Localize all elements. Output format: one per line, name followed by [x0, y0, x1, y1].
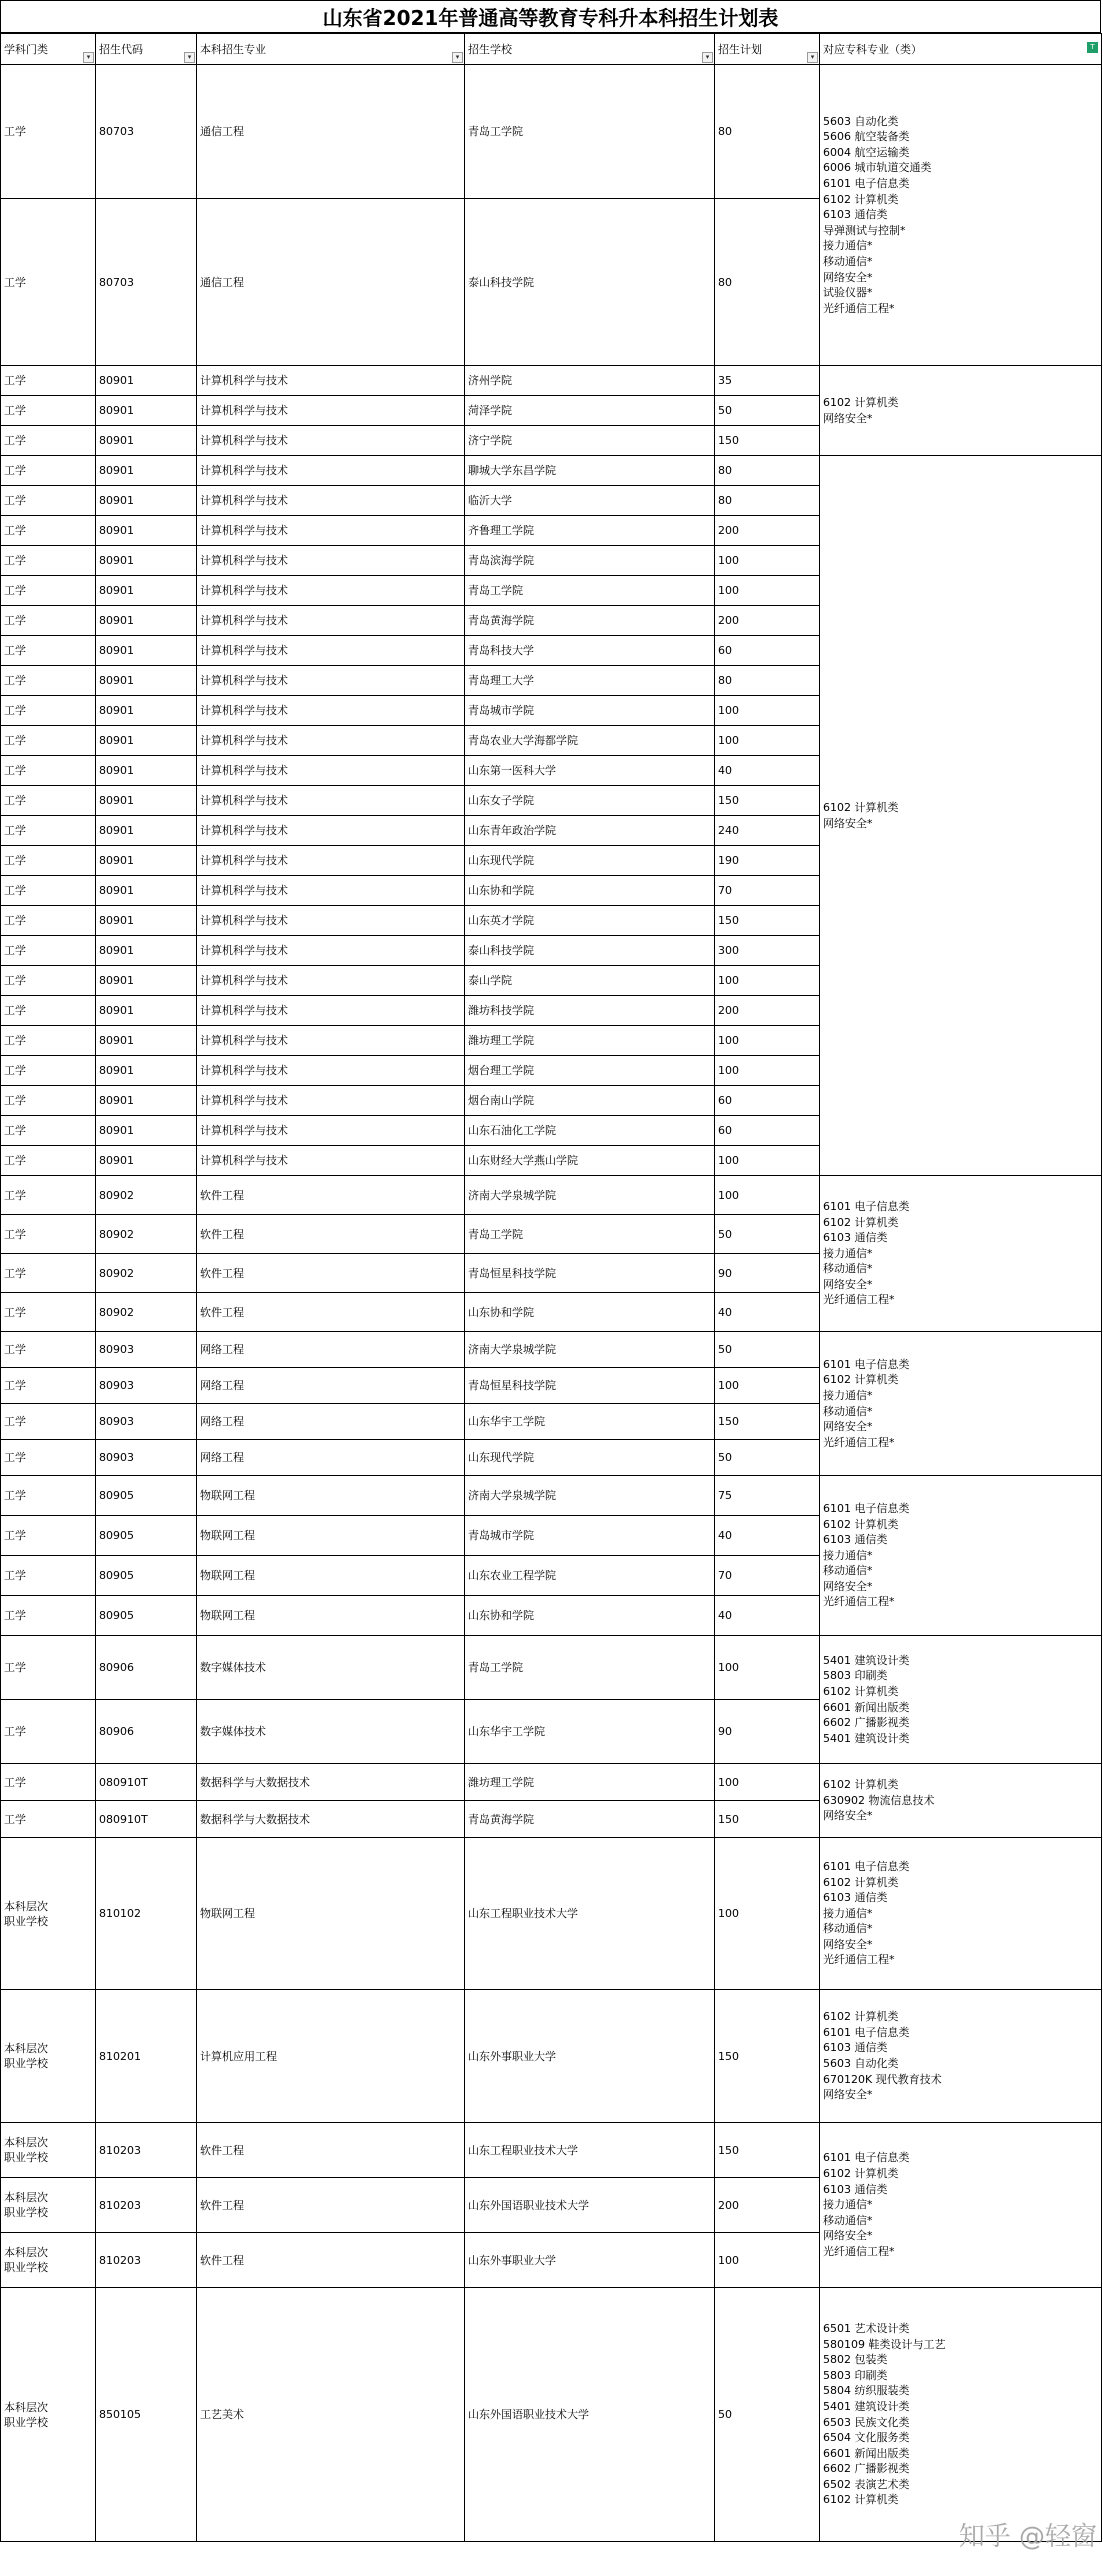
cell-code[interactable]: 80901 — [96, 546, 197, 576]
cell-code[interactable]: 80901 — [96, 366, 197, 396]
cell-major[interactable]: 软件工程 — [197, 2123, 465, 2178]
cell-plan[interactable]: 300 — [715, 936, 820, 966]
table-row — [1, 1476, 1102, 1516]
cell-plan[interactable]: 50 — [715, 1440, 820, 1476]
cell-plan[interactable]: 100 — [715, 1056, 820, 1086]
cell-major[interactable]: 计算机科学与技术 — [197, 606, 465, 636]
cell-code[interactable]: 80903 — [96, 1368, 197, 1404]
cell-school[interactable]: 济州学院 — [465, 366, 715, 396]
cell-code[interactable]: 810203 — [96, 2233, 197, 2288]
cell-school[interactable]: 山东青年政治学院 — [465, 816, 715, 846]
cell-code[interactable]: 80901 — [96, 906, 197, 936]
cell-category[interactable]: 工学 — [1, 456, 96, 486]
cell-plan[interactable]: 150 — [715, 1990, 820, 2123]
cell-plan[interactable]: 80 — [715, 666, 820, 696]
cell-plan[interactable]: 100 — [715, 2233, 820, 2288]
sheet-title: 山东省2021年普通高等教育专科升本科招生计划表 — [0, 0, 1101, 33]
header-category: 学科门类 ▾ — [1, 34, 96, 65]
cell-school[interactable]: 山东外事职业大学 — [465, 2233, 715, 2288]
cell-plan[interactable]: 150 — [715, 2123, 820, 2178]
cell-school[interactable]: 山东现代学院 — [465, 1440, 715, 1476]
cell-category[interactable]: 本科层次 职业学校 — [1, 1990, 96, 2123]
cell-code[interactable]: 80901 — [96, 996, 197, 1026]
cell-plan[interactable]: 60 — [715, 636, 820, 666]
cell-code[interactable]: 80703 — [96, 65, 197, 199]
cell-plan[interactable]: 50 — [715, 2288, 820, 2542]
cell-code[interactable]: 80901 — [96, 516, 197, 546]
cell-plan[interactable]: 80 — [715, 486, 820, 516]
cell-plan[interactable]: 100 — [715, 1026, 820, 1056]
cell-plan[interactable]: 100 — [715, 1838, 820, 1990]
cell-category[interactable]: 工学 — [1, 1440, 96, 1476]
cell-code[interactable]: 80901 — [96, 1056, 197, 1086]
filter-dropdown-icon[interactable]: ▾ — [807, 52, 818, 63]
cell-major[interactable]: 软件工程 — [197, 1215, 465, 1254]
cell-school[interactable]: 山东协和学院 — [465, 876, 715, 906]
cell-code[interactable]: 850105 — [96, 2288, 197, 2542]
cell-major[interactable]: 计算机科学与技术 — [197, 906, 465, 936]
cell-school[interactable]: 济宁学院 — [465, 426, 715, 456]
cell-code[interactable]: 80903 — [96, 1440, 197, 1476]
cell-major[interactable]: 计算机科学与技术 — [197, 366, 465, 396]
cell-school[interactable]: 青岛黄海学院 — [465, 606, 715, 636]
cell-related-majors[interactable]: 6101 电子信息类 6102 计算机类 6103 通信类 接力通信* 移动通信* 网络安全* 光纤通信工程* — [820, 1176, 1102, 1332]
cell-plan[interactable]: 75 — [715, 1476, 820, 1516]
cell-code[interactable]: 80906 — [96, 1700, 197, 1764]
cell-major[interactable]: 物联网工程 — [197, 1516, 465, 1556]
cell-category[interactable]: 工学 — [1, 1116, 96, 1146]
cell-school[interactable]: 山东农业工程学院 — [465, 1556, 715, 1596]
cell-major[interactable]: 网络工程 — [197, 1404, 465, 1440]
cell-school[interactable]: 聊城大学东昌学院 — [465, 456, 715, 486]
cell-code[interactable]: 80901 — [96, 1026, 197, 1056]
cell-plan[interactable]: 100 — [715, 696, 820, 726]
cell-category[interactable]: 工学 — [1, 996, 96, 1026]
cell-school[interactable]: 潍坊理工学院 — [465, 1764, 715, 1801]
cell-school[interactable]: 青岛黄海学院 — [465, 1801, 715, 1838]
cell-major[interactable]: 数据科学与大数据技术 — [197, 1764, 465, 1801]
cell-related-majors[interactable]: 6101 电子信息类 6102 计算机类 6103 通信类 接力通信* 移动通信* 网络安全* 光纤通信工程* — [820, 2123, 1102, 2288]
cell-plan[interactable]: 40 — [715, 1516, 820, 1556]
cell-category[interactable]: 本科层次 职业学校 — [1, 2123, 96, 2178]
cell-plan[interactable]: 80 — [715, 456, 820, 486]
cell-category[interactable]: 工学 — [1, 366, 96, 396]
cell-major[interactable]: 网络工程 — [197, 1368, 465, 1404]
cell-code[interactable]: 80901 — [96, 426, 197, 456]
cell-related-majors[interactable]: 6101 电子信息类 6102 计算机类 6103 通信类 接力通信* 移动通信* 网络安全* 光纤通信工程* — [820, 1838, 1102, 1990]
cell-plan[interactable]: 150 — [715, 1404, 820, 1440]
cell-code[interactable]: 80901 — [96, 1146, 197, 1176]
cell-major[interactable]: 计算机科学与技术 — [197, 456, 465, 486]
header-code: 招生代码 ▾ — [96, 34, 197, 65]
cell-plan[interactable]: 150 — [715, 786, 820, 816]
cell-school[interactable]: 泰山科技学院 — [465, 199, 715, 366]
cell-major[interactable]: 计算机科学与技术 — [197, 576, 465, 606]
cell-major[interactable]: 通信工程 — [197, 65, 465, 199]
cell-major[interactable]: 计算机科学与技术 — [197, 816, 465, 846]
cell-category[interactable]: 本科层次 职业学校 — [1, 1838, 96, 1990]
cell-school[interactable]: 济南大学泉城学院 — [465, 1176, 715, 1215]
cell-category[interactable]: 工学 — [1, 666, 96, 696]
cell-category[interactable]: 工学 — [1, 396, 96, 426]
cell-code[interactable]: 810102 — [96, 1838, 197, 1990]
cell-code[interactable]: 80901 — [96, 1116, 197, 1146]
cell-school[interactable]: 青岛城市学院 — [465, 1516, 715, 1556]
cell-plan[interactable]: 150 — [715, 1801, 820, 1838]
header-plan: 招生计划 ▾ — [715, 34, 820, 65]
cell-major[interactable]: 计算机科学与技术 — [197, 996, 465, 1026]
cell-major[interactable]: 计算机科学与技术 — [197, 666, 465, 696]
cell-school[interactable]: 济南大学泉城学院 — [465, 1476, 715, 1516]
cell-category[interactable]: 工学 — [1, 1086, 96, 1116]
cell-code[interactable]: 80901 — [96, 666, 197, 696]
cell-code[interactable]: 80901 — [96, 486, 197, 516]
cell-major[interactable]: 工艺美术 — [197, 2288, 465, 2542]
table-row — [1, 1636, 1102, 1700]
cell-code[interactable]: 80901 — [96, 966, 197, 996]
cell-code[interactable]: 80901 — [96, 726, 197, 756]
cell-major[interactable]: 计算机科学与技术 — [197, 936, 465, 966]
cell-plan[interactable]: 100 — [715, 1764, 820, 1801]
cell-school[interactable]: 青岛理工大学 — [465, 666, 715, 696]
cell-code[interactable]: 80901 — [96, 456, 197, 486]
cell-plan[interactable]: 150 — [715, 906, 820, 936]
cell-related-majors[interactable]: 6102 计算机类 630902 物流信息技术 网络安全* — [820, 1764, 1102, 1838]
cell-code[interactable]: 080910T — [96, 1801, 197, 1838]
cell-code[interactable]: 80901 — [96, 576, 197, 606]
cell-major[interactable]: 数据科学与大数据技术 — [197, 1801, 465, 1838]
cell-category[interactable]: 工学 — [1, 546, 96, 576]
cell-category[interactable]: 工学 — [1, 1404, 96, 1440]
cell-plan[interactable]: 100 — [715, 546, 820, 576]
cell-major[interactable]: 物联网工程 — [197, 1476, 465, 1516]
header-row — [1, 34, 1102, 65]
cell-category[interactable]: 工学 — [1, 1215, 96, 1254]
cell-major[interactable]: 网络工程 — [197, 1440, 465, 1476]
cell-plan[interactable]: 80 — [715, 65, 820, 199]
cell-major[interactable]: 计算机科学与技术 — [197, 756, 465, 786]
table-row — [1, 65, 1102, 199]
cell-category[interactable]: 工学 — [1, 1026, 96, 1056]
cell-category[interactable]: 工学 — [1, 1556, 96, 1596]
table-row — [1, 1332, 1102, 1368]
table-row — [1, 2123, 1102, 2178]
cell-category[interactable]: 工学 — [1, 1476, 96, 1516]
cell-major[interactable]: 计算机科学与技术 — [197, 486, 465, 516]
enrollment-table — [0, 33, 1102, 2542]
cell-category[interactable]: 工学 — [1, 1146, 96, 1176]
cell-category[interactable]: 工学 — [1, 516, 96, 546]
cell-category[interactable]: 工学 — [1, 906, 96, 936]
cell-major[interactable]: 计算机科学与技术 — [197, 636, 465, 666]
cell-plan[interactable]: 50 — [715, 396, 820, 426]
watermark: 知乎 @轻窗 — [958, 2522, 1097, 2552]
cell-code[interactable]: 80901 — [96, 696, 197, 726]
cell-category[interactable]: 本科层次 职业学校 — [1, 2178, 96, 2233]
cell-school[interactable]: 山东现代学院 — [465, 846, 715, 876]
header-related-majors: 对应专科专业（类） T — [820, 34, 1102, 65]
cell-related-majors[interactable]: 6101 电子信息类 6102 计算机类 6103 通信类 接力通信* 移动通信* 网络安全* 光纤通信工程* — [820, 1476, 1102, 1636]
cell-school[interactable]: 山东华宇工学院 — [465, 1700, 715, 1764]
cell-plan[interactable]: 200 — [715, 2178, 820, 2233]
cell-major[interactable]: 软件工程 — [197, 1176, 465, 1215]
table-row — [1, 1176, 1102, 1215]
cell-plan[interactable]: 150 — [715, 426, 820, 456]
cell-major[interactable]: 物联网工程 — [197, 1556, 465, 1596]
table-row — [1, 1838, 1102, 1990]
cell-school[interactable]: 青岛工学院 — [465, 65, 715, 199]
cell-category[interactable]: 工学 — [1, 756, 96, 786]
cell-school[interactable]: 青岛城市学院 — [465, 696, 715, 726]
table-row — [1, 2288, 1102, 2542]
cell-category[interactable]: 工学 — [1, 636, 96, 666]
cell-category[interactable]: 工学 — [1, 1056, 96, 1086]
cell-school[interactable]: 潍坊理工学院 — [465, 1026, 715, 1056]
cell-school[interactable]: 青岛工学院 — [465, 1215, 715, 1254]
cell-code[interactable]: 80903 — [96, 1332, 197, 1368]
cell-school[interactable]: 泰山科技学院 — [465, 936, 715, 966]
cell-school[interactable]: 山东华宇工学院 — [465, 1404, 715, 1440]
cell-plan[interactable]: 50 — [715, 1332, 820, 1368]
cell-school[interactable]: 山东外国语职业技术大学 — [465, 2178, 715, 2233]
cell-school[interactable]: 青岛科技大学 — [465, 636, 715, 666]
cell-major[interactable]: 计算机科学与技术 — [197, 1116, 465, 1146]
cell-school[interactable]: 山东女子学院 — [465, 786, 715, 816]
cell-school[interactable]: 青岛恒星科技学院 — [465, 1368, 715, 1404]
cell-school[interactable]: 潍坊科技学院 — [465, 996, 715, 1026]
cell-major[interactable]: 物联网工程 — [197, 1838, 465, 1990]
cell-plan[interactable]: 100 — [715, 1368, 820, 1404]
cell-plan[interactable]: 190 — [715, 846, 820, 876]
cell-code[interactable]: 80905 — [96, 1476, 197, 1516]
cell-code[interactable]: 080910T — [96, 1764, 197, 1801]
table-row — [1, 1990, 1102, 2123]
cell-plan[interactable]: 60 — [715, 1086, 820, 1116]
cell-code[interactable]: 810203 — [96, 2178, 197, 2233]
cell-school[interactable]: 济南大学泉城学院 — [465, 1332, 715, 1368]
cell-school[interactable]: 山东工程职业技术大学 — [465, 2123, 715, 2178]
cell-category[interactable]: 工学 — [1, 199, 96, 366]
cell-plan[interactable]: 40 — [715, 756, 820, 786]
cell-category[interactable]: 工学 — [1, 606, 96, 636]
cell-school[interactable]: 泰山学院 — [465, 966, 715, 996]
cell-category[interactable]: 工学 — [1, 876, 96, 906]
cell-major[interactable]: 计算机科学与技术 — [197, 1026, 465, 1056]
cell-school[interactable]: 山东协和学院 — [465, 1596, 715, 1636]
cell-plan[interactable]: 50 — [715, 1215, 820, 1254]
cell-category[interactable]: 工学 — [1, 786, 96, 816]
cell-major[interactable]: 计算机科学与技术 — [197, 1086, 465, 1116]
cell-code[interactable]: 80906 — [96, 1636, 197, 1700]
cell-code[interactable]: 80901 — [96, 846, 197, 876]
cell-category[interactable]: 工学 — [1, 1293, 96, 1332]
cell-category[interactable]: 工学 — [1, 1596, 96, 1636]
cell-plan[interactable]: 100 — [715, 1176, 820, 1215]
cell-major[interactable]: 数字媒体技术 — [197, 1700, 465, 1764]
cell-major[interactable]: 计算机科学与技术 — [197, 546, 465, 576]
cell-related-majors[interactable]: 5401 建筑设计类 5803 印刷类 6102 计算机类 6601 新闻出版类 6602 广播影视类 5401 建筑设计类 — [820, 1636, 1102, 1764]
cell-major[interactable]: 通信工程 — [197, 199, 465, 366]
cell-major[interactable]: 计算机科学与技术 — [197, 396, 465, 426]
table-row — [1, 456, 1102, 486]
cell-related-majors[interactable]: 6102 计算机类 网络安全* — [820, 366, 1102, 456]
cell-school[interactable]: 山东外事职业大学 — [465, 1990, 715, 2123]
cell-category[interactable]: 工学 — [1, 1636, 96, 1700]
cell-major[interactable]: 软件工程 — [197, 2178, 465, 2233]
cell-plan[interactable]: 80 — [715, 199, 820, 366]
cell-related-majors[interactable]: 6501 艺术设计类 580109 鞋类设计与工艺 5802 包装类 5803 印刷类 5804 纺织服装类 5401 建筑设计类 6503 民族文化类 6504 文化服务类 6601 新闻出版类 6602 广播影视类 6502 表演艺术类 6102 计算机类 — [820, 2288, 1102, 2542]
table-row — [1, 366, 1102, 396]
cell-code[interactable]: 80901 — [96, 786, 197, 816]
cell-major[interactable]: 计算机应用工程 — [197, 1990, 465, 2123]
cell-code[interactable]: 80905 — [96, 1516, 197, 1556]
cell-code[interactable]: 80905 — [96, 1556, 197, 1596]
cell-category[interactable]: 工学 — [1, 726, 96, 756]
cell-plan[interactable]: 100 — [715, 576, 820, 606]
cell-related-majors[interactable]: 6101 电子信息类 6102 计算机类 接力通信* 移动通信* 网络安全* 光纤通信工程* — [820, 1332, 1102, 1476]
cell-major[interactable]: 软件工程 — [197, 1293, 465, 1332]
cell-code[interactable]: 80901 — [96, 756, 197, 786]
cell-school[interactable]: 青岛农业大学海都学院 — [465, 726, 715, 756]
cell-school[interactable]: 青岛工学院 — [465, 576, 715, 606]
cell-plan[interactable]: 100 — [715, 966, 820, 996]
cell-code[interactable]: 80902 — [96, 1254, 197, 1293]
cell-school[interactable]: 烟台理工学院 — [465, 1056, 715, 1086]
cell-school[interactable]: 菏泽学院 — [465, 396, 715, 426]
cell-plan[interactable]: 200 — [715, 996, 820, 1026]
cell-major[interactable]: 计算机科学与技术 — [197, 1056, 465, 1086]
cell-code[interactable]: 80901 — [96, 1086, 197, 1116]
cell-school[interactable]: 山东财经大学燕山学院 — [465, 1146, 715, 1176]
cell-code[interactable]: 80903 — [96, 1404, 197, 1440]
cell-category[interactable]: 工学 — [1, 1700, 96, 1764]
filter-dropdown-icon[interactable]: ▾ — [452, 52, 463, 63]
cell-plan[interactable]: 40 — [715, 1293, 820, 1332]
cell-code[interactable]: 80901 — [96, 396, 197, 426]
cell-code[interactable]: 80905 — [96, 1596, 197, 1636]
cell-category[interactable]: 工学 — [1, 1254, 96, 1293]
cell-major[interactable]: 计算机科学与技术 — [197, 876, 465, 906]
cell-plan[interactable]: 100 — [715, 726, 820, 756]
cell-school[interactable]: 山东英才学院 — [465, 906, 715, 936]
filter-text-icon[interactable]: T — [1087, 42, 1098, 53]
cell-school[interactable]: 山东第一医科大学 — [465, 756, 715, 786]
cell-code[interactable]: 80902 — [96, 1215, 197, 1254]
cell-category[interactable]: 工学 — [1, 1801, 96, 1838]
cell-school[interactable]: 山东外国语职业技术大学 — [465, 2288, 715, 2542]
cell-major[interactable]: 计算机科学与技术 — [197, 516, 465, 546]
cell-plan[interactable]: 40 — [715, 1596, 820, 1636]
cell-major[interactable]: 计算机科学与技术 — [197, 1146, 465, 1176]
cell-code[interactable]: 80703 — [96, 199, 197, 366]
cell-code[interactable]: 80902 — [96, 1176, 197, 1215]
cell-plan[interactable]: 70 — [715, 1556, 820, 1596]
cell-category[interactable]: 工学 — [1, 1332, 96, 1368]
cell-category[interactable]: 工学 — [1, 576, 96, 606]
cell-related-majors[interactable]: 6102 计算机类 网络安全* — [820, 456, 1102, 1176]
cell-plan[interactable]: 240 — [715, 816, 820, 846]
cell-code[interactable]: 80901 — [96, 816, 197, 846]
cell-school[interactable]: 山东石油化工学院 — [465, 1116, 715, 1146]
filter-dropdown-icon[interactable]: ▾ — [83, 52, 94, 63]
cell-code[interactable]: 810201 — [96, 1990, 197, 2123]
cell-code[interactable]: 80902 — [96, 1293, 197, 1332]
cell-category[interactable]: 工学 — [1, 936, 96, 966]
table-body — [1, 65, 1102, 2542]
cell-code[interactable]: 80901 — [96, 936, 197, 966]
cell-related-majors[interactable]: 5603 自动化类 5606 航空装备类 6004 航空运输类 6006 城市轨道交通类 6101 电子信息类 6102 计算机类 6103 通信类 导弹测试与控制* 接力通信* 移动通信* 网络安全* 试验仪器* 光纤通信工程* — [820, 65, 1102, 366]
cell-plan[interactable]: 35 — [715, 366, 820, 396]
cell-plan[interactable]: 100 — [715, 1636, 820, 1700]
cell-major[interactable]: 计算机科学与技术 — [197, 966, 465, 996]
cell-plan[interactable]: 60 — [715, 1116, 820, 1146]
cell-plan[interactable]: 90 — [715, 1254, 820, 1293]
cell-code[interactable]: 810203 — [96, 2123, 197, 2178]
cell-plan[interactable]: 90 — [715, 1700, 820, 1764]
cell-major[interactable]: 计算机科学与技术 — [197, 696, 465, 726]
cell-category[interactable]: 工学 — [1, 966, 96, 996]
cell-school[interactable]: 青岛恒星科技学院 — [465, 1254, 715, 1293]
cell-related-majors[interactable]: 6102 计算机类 6101 电子信息类 6103 通信类 5603 自动化类 670120K 现代教育技术 网络安全* — [820, 1990, 1102, 2123]
cell-category[interactable]: 本科层次 职业学校 — [1, 2288, 96, 2542]
header-school: 招生学校 ▾ — [465, 34, 715, 65]
filter-dropdown-icon[interactable]: ▾ — [702, 52, 713, 63]
cell-major[interactable]: 计算机科学与技术 — [197, 846, 465, 876]
cell-category[interactable]: 工学 — [1, 486, 96, 516]
table-row — [1, 1764, 1102, 1801]
header-major: 本科招生专业 ▾ — [197, 34, 465, 65]
cell-plan[interactable]: 200 — [715, 516, 820, 546]
cell-code[interactable]: 80901 — [96, 606, 197, 636]
filter-dropdown-icon[interactable]: ▾ — [184, 52, 195, 63]
cell-school[interactable]: 烟台南山学院 — [465, 1086, 715, 1116]
cell-major[interactable]: 计算机科学与技术 — [197, 786, 465, 816]
cell-category[interactable]: 工学 — [1, 426, 96, 456]
cell-school[interactable]: 齐鲁理工学院 — [465, 516, 715, 546]
cell-plan[interactable]: 200 — [715, 606, 820, 636]
cell-major[interactable]: 网络工程 — [197, 1332, 465, 1368]
cell-major[interactable]: 软件工程 — [197, 2233, 465, 2288]
cell-category[interactable]: 工学 — [1, 846, 96, 876]
cell-major[interactable]: 软件工程 — [197, 1254, 465, 1293]
cell-category[interactable]: 工学 — [1, 816, 96, 846]
cell-category[interactable]: 工学 — [1, 696, 96, 726]
cell-plan[interactable]: 100 — [715, 1146, 820, 1176]
cell-category[interactable]: 工学 — [1, 65, 96, 199]
cell-category[interactable]: 工学 — [1, 1368, 96, 1404]
cell-category[interactable]: 工学 — [1, 1176, 96, 1215]
cell-major[interactable]: 计算机科学与技术 — [197, 726, 465, 756]
cell-school[interactable]: 青岛工学院 — [465, 1636, 715, 1700]
cell-school[interactable]: 山东协和学院 — [465, 1293, 715, 1332]
cell-school[interactable]: 山东工程职业技术大学 — [465, 1838, 715, 1990]
cell-category[interactable]: 工学 — [1, 1516, 96, 1556]
cell-school[interactable]: 临沂大学 — [465, 486, 715, 516]
cell-category[interactable]: 工学 — [1, 1764, 96, 1801]
cell-major[interactable]: 物联网工程 — [197, 1596, 465, 1636]
cell-major[interactable]: 计算机科学与技术 — [197, 426, 465, 456]
cell-category[interactable]: 本科层次 职业学校 — [1, 2233, 96, 2288]
cell-code[interactable]: 80901 — [96, 876, 197, 906]
cell-code[interactable]: 80901 — [96, 636, 197, 666]
cell-school[interactable]: 青岛滨海学院 — [465, 546, 715, 576]
cell-plan[interactable]: 70 — [715, 876, 820, 906]
cell-major[interactable]: 数字媒体技术 — [197, 1636, 465, 1700]
